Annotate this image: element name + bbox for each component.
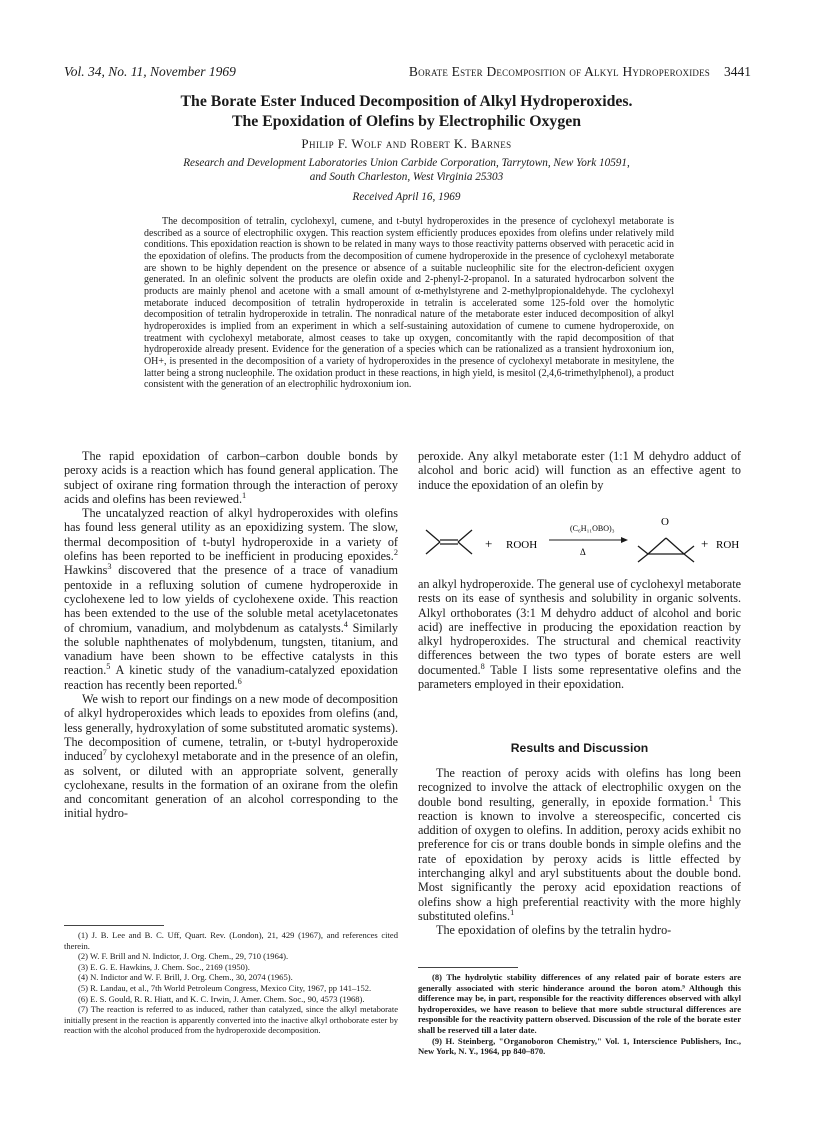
reaction-scheme — [418, 510, 741, 572]
citation-ref: 1 — [708, 793, 713, 803]
journal-reference: Vol. 34, No. 11, November 1969 — [64, 64, 236, 79]
affiliation-line-1: Research and Development Laboratories Union Carbide Corporation, Tarrytown, New York 10591, — [183, 157, 630, 169]
article-title — [40, 92, 773, 132]
paragraph-text: We wish to report our findings on a new mode of decomposition of alkyl hydroperoxides which leads to epoxides from olefins (and, less generally, hydroxylation of some substituted aromatic systems). The decomposition of cumene, tetralin, or t-butyl hydroperoxide induced — [64, 692, 398, 764]
paragraph-findings — [64, 692, 398, 821]
article-title-line-2: The Epoxidation of Olefins by Electrophilic Oxygen — [231, 113, 582, 130]
citation-ref: 1 — [242, 490, 247, 500]
paragraph-text: Similarly the soluble naphthenates of molybdenum, tungsten, titanium, and vanadium have been shown to be effective catalysts in this reaction. — [64, 620, 399, 678]
paragraph-text: by cyclohexyl metaborate and in the presence of an olefin, as solvent, or diluted with an appropriate solvent, generally cyclohexane, results in the formation of an oxirane from the olefin and concomitant generation of an alcohol corresponding to the initial hydro- — [64, 749, 398, 821]
running-head — [64, 64, 751, 80]
reaction-arrow — [549, 537, 628, 543]
paragraph-borate-esters — [418, 577, 741, 691]
body-right-column-top — [418, 449, 741, 492]
footnote: (6) E. S. Gould, R. R. Hiatt, and K. C. Irwin, J. Amer. Chem. Soc., 90, 4573 (1968). — [78, 993, 365, 1004]
citation-ref: 1 — [510, 907, 515, 917]
paragraph-tetralin: The epoxidation of olefins by the tetralin hydro- — [436, 923, 672, 938]
plus-sign-2: + — [701, 536, 709, 551]
paragraph-text: Hawkins — [64, 563, 108, 578]
affiliation — [80, 156, 733, 184]
citation-ref: 5 — [106, 662, 111, 672]
body-left-column — [64, 449, 398, 821]
body-right-column-middle — [418, 577, 741, 691]
citation-ref: 6 — [237, 676, 242, 686]
citation-ref: 3 — [107, 562, 112, 572]
body-right-column-bottom — [418, 766, 741, 938]
affiliation-line-2: and South Charleston, West Virginia 25303 — [309, 171, 504, 183]
page-number: 3441 — [724, 64, 751, 79]
product-label: ROH — [716, 539, 740, 551]
paragraph-text: an alkyl hydroperoxide. The general use of cyclohexyl metaborate rests on its ease of synthesis and solubility in organic solvents. Alkyl orthoborates (3:1 M dehydro adduct of alcohol and boric acid) are ineffective in producing the epoxidation reaction by alkyl hydroperoxides. The structural and chemical reactivity differences between the two types of borate esters are well documented. — [418, 577, 741, 677]
footnote: (8) The hydrolytic stability differences of any related pair of borate esters are generally associated with steric hinderance around the boron atom.⁹ Although this difference may be, in part, responsible for the reactivity differences observed with alkyl hydroperoxides, we have reason to believe that more subtle structural differences are responsible for the reactivity pattern observed. Discussion of the role of the borate ester shall be reserved till a later date. — [418, 972, 741, 1035]
footnote: (7) The reaction is referred to as induced, rather than catalyzed, since the alkyl metaborate initially present in the reaction is apparently converted into the inactive alkyl orthoborate ester by reaction with the alcohol produced from the hydroperoxide decomposition. — [64, 1004, 398, 1036]
olefin-structure — [426, 530, 472, 554]
footnotes-right — [418, 972, 741, 1057]
footnote: (9) H. Steinberg, "Organoboron Chemistry," Vol. 1, Interscience Publishers, Inc., New York, N. Y., 1964, pp 840–870. — [418, 1035, 741, 1057]
footnote-divider-right — [418, 967, 518, 968]
paragraph-text: The reaction of peroxy acids with olefins has long been recognized to involve the attack of electrophilic oxygen on the double bond resulting, generally, in epoxide formation. — [418, 766, 741, 809]
received-date: Received April 16, 1969 — [352, 191, 461, 203]
paragraph-continuation: peroxide. Any alkyl metaborate ester (1:1 M dehydro adduct of alcohol and boric acid) will function as an effective agent to induce the epoxidation of an olefin by — [418, 449, 741, 492]
citation-ref: 8 — [480, 661, 485, 671]
paragraph-intro — [64, 449, 398, 506]
article-title-line-1: The Borate Ester Induced Decomposition of Alkyl Hydroperoxides. — [180, 93, 633, 110]
running-title: Borate Ester Decomposition of Alkyl Hydroperoxides — [408, 64, 710, 79]
paragraph-text: The rapid epoxidation of carbon–carbon double bonds by peroxy acids is a reaction which has found general application. The subject of oxirane ring formation through the interaction of peroxy acids and olefins has been reviewed. — [64, 449, 398, 506]
paragraph-text: Table I lists some representative olefins and the parameters employed in their epoxidation. — [418, 662, 741, 692]
citation-ref: 4 — [343, 619, 348, 629]
paragraph-text: A kinetic study of the vanadium-catalyzed epoxidation reaction has recently been reported. — [64, 663, 398, 692]
footnote: (1) J. B. Lee and B. C. Uff, Quart. Rev. (London), 21, 429 (1967), and references cited therein. — [64, 930, 398, 951]
paragraph-background — [64, 506, 398, 692]
abstract: The decomposition of tetralin, cyclohexyl, cumene, and t-butyl hydroperoxides in the presence of cyclohexyl metaborate is described as a source of electrophilic oxygen. This reaction system efficiently produces epoxides from olefins under relatively mild conditions. This epoxidation reaction is shown to be related in many ways to those reactivity patterns observed with peracetic acid in the epoxidation of olefins. The products from the decomposition of cumene hydroperoxide in the presence of cyclohexyl metaborate are shown to be highly dependent on the presence or absence of a suitable nucleophilic site for the electron-deficient oxygen generated. In an olefinic solvent the products are olefin oxide and 2-phenyl-2-propanol. In a saturated hydrocarbon solvent the products are mainly phenol and acetone with a small amount of α-methylstyrene and 2-methylpropionaldehyde. The cyclohexyl metaborate induced decomposition of tetralin hydroperoxide in tetralin is accelerated some 125-fold over the homolytic decomposition of tetralin hydroperoxide in tetralin. The nonradical nature of the metaborate ester induced decomposition of alkyl hydroperoxides is implied from an experiment in which a self-sustaining autoxidation of cumene to cumene hydroperoxide, on treatment with cyclohexyl metaborate, almost ceases to take up oxygen, concomitantly with the rapid decomposition of that hydroperoxide already present. Evidence for the generation of a species which can be rationalized as a transient hydroxonium ion, OH+, is presented in the decomposition of a variety of hydroperoxides in the presence of cyclohexyl metaborate in mesitylene, the latter being a strong nucleophile. The oxidation product in these reactions, in high yield, is mesitol (2,4,6-trimethylphenol), a product consistent with the generation of an electrophilic hydroxonium ion. — [144, 216, 674, 391]
footnote: (4) N. Indictor and W. F. Brill, J. Org. Chem., 30, 2074 (1965). — [78, 972, 293, 983]
footnote: (5) R. Landau, et al., 7th World Petroleum Congress, Mexico City, 1967, pp 141–152. — [78, 982, 372, 993]
epoxide-oxygen: O — [661, 516, 669, 528]
epoxide-structure — [638, 538, 694, 562]
footnotes-left — [64, 930, 398, 1036]
footnote: (2) W. F. Brill and N. Indictor, J. Org. Chem., 29, 710 (1964). — [78, 951, 289, 962]
heat-symbol: Δ — [580, 547, 586, 557]
paragraph-results — [418, 766, 741, 923]
plus-sign-1: + — [485, 536, 493, 551]
reaction-scheme-diagram — [418, 510, 741, 572]
reagent-label: ROOH — [506, 539, 538, 551]
running-head-right — [409, 64, 751, 80]
footnote-divider-left — [64, 925, 164, 926]
catalyst-label: (C₆H₁₁OBO)₃ — [570, 524, 615, 533]
paragraph-text: discovered that the presence of a trace of vanadium pentoxide in a refluxing solution of cumene hydroperoxide in cyclohexene led to low yields of cyclohexene oxide. This reaction has been extended to the use of the soluble metal acetylacetonates of chromium, vanadium, and molybdenum as catalysts. — [64, 563, 398, 635]
paragraph-text: This reaction is known to involve a stereospecific, concerted cis addition of oxygen to olefins. In addition, peroxy acids exhibit no preference for cis or trans double bonds in simple olefins and the rate of epoxidation by peroxy acids is little effected by interchanging alkyl and aryl substituents about the double bond. Most significantly the peroxy acid epoxidation reactions of olefins show a high preferential reactivity with the more highly substituted olefins. — [418, 794, 741, 923]
footnote: (3) E. G. E. Hawkins, J. Chem. Soc., 2169 (1950). — [78, 961, 250, 972]
section-heading: Results and Discussion — [510, 741, 649, 755]
author-list: Philip F. Wolf and Robert K. Barnes — [301, 136, 512, 151]
citation-ref: 2 — [393, 548, 398, 558]
citation-ref: 7 — [102, 748, 107, 758]
paragraph-text: The uncatalyzed reaction of alkyl hydroperoxides with olefins has found less general utility as an epoxidizing system. The slow, thermal decomposition of t-butyl hydroperoxide in a variety of olefins has been reported to be inefficient in producing epoxides. — [64, 506, 398, 564]
